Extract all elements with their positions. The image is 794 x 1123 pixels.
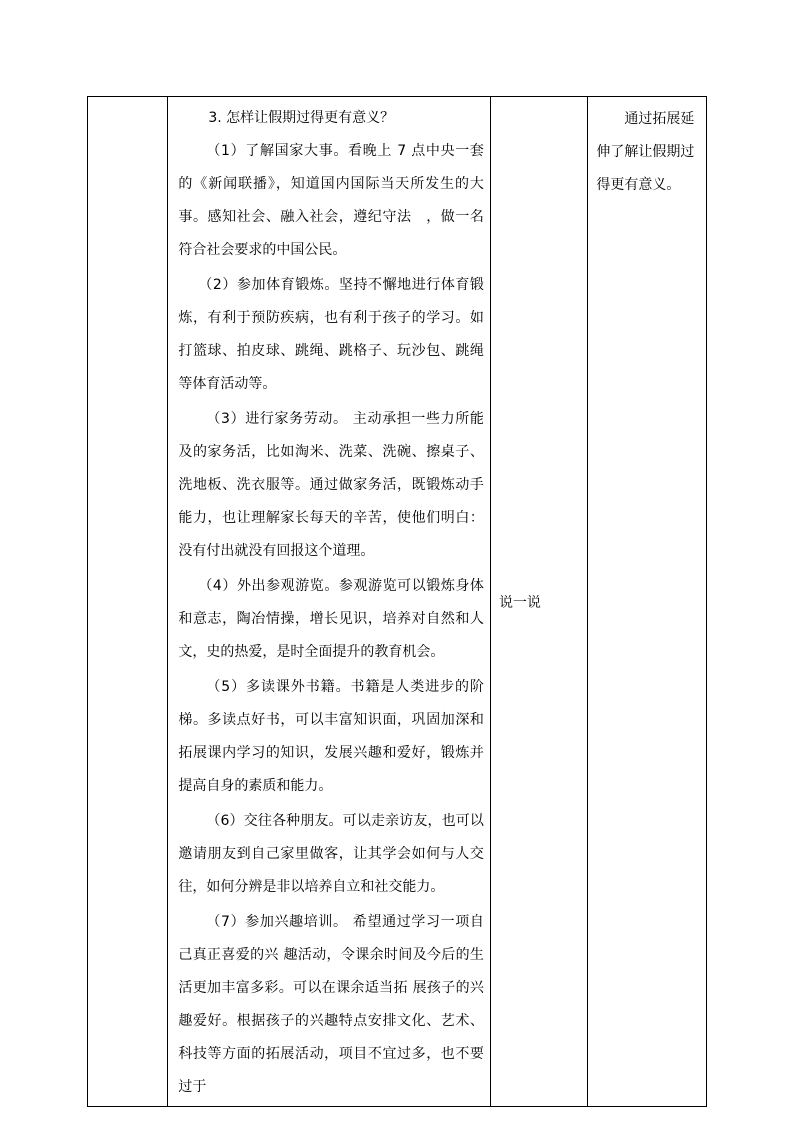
blank-cell — [88, 97, 168, 1107]
activity-cell: 说一说 — [490, 97, 587, 1107]
section-heading: 3. 怎样让假期过得更有意义？ — [208, 110, 395, 126]
paragraph-1: （1）了解国家大事。看晚上 7 点中央一套的《新闻联播》，知道国内国际当天所发生的大事。感知社会、融入社会，遵纪守法 ，做一名符合社会要求的中国公民。 — [178, 143, 484, 258]
paragraph-5: （5）多读课外书籍。书籍是人类进步的阶梯。多读点好书，可以丰富知识面，巩固加深和拓展课内学习的知识，发展兴趣和爱好，锻炼并提高自身的素质和能力。 — [178, 679, 484, 794]
paragraph-6: （6）交往各种朋友。可以走亲访友，也可以邀请朋友到自己家里做客，让其学会如何与人交往，如何分辨是非以培养自立和社交能力。 — [178, 813, 484, 895]
paragraph-3: （3）进行家务劳动。 主动承担一些力所能及的家务活，比如淘米、洗菜、洗碗、擦桌子、洗地板、洗衣服等。通过做家务活，既锻炼动手能力，也让理解家长每天的辛苦，使他们明白：没有付出就没有回报这个道理。 — [178, 411, 484, 559]
paragraph-2: （2）参加体育锻炼。坚持不懈地进行体育锻炼，有利于预防疾病，也有利于孩子的学习。如打篮球、拍皮球、跳绳、跳格子、玩沙包、跳绳等体育活动等。 — [178, 277, 484, 392]
purpose-text: 通过拓展延伸了解让假期过得更有意义。 — [596, 111, 695, 193]
table-row — [88, 97, 707, 1107]
content-cell — [168, 97, 491, 1107]
lesson-plan-table — [87, 96, 707, 1107]
purpose-cell — [588, 97, 707, 1107]
paragraph-4: （4）外出参观游览。参观游览可以锻炼身体和意志，陶冶情操，增长见识，培养对自然和人文，史的热爱，是时全面提升的教育机会。 — [178, 578, 484, 660]
paragraph-7: （7）参加兴趣培训。 希望通过学习一项自己真正喜爱的兴 趣活动，令课余时间及今后的生活更加丰富多彩。可以在课余适当拓 展孩子的兴趣爱好。根据孩子的兴趣特点安排文化、艺术、科技等方面的拓展活动，项目不宜过多，也不要过于 — [178, 914, 484, 1095]
